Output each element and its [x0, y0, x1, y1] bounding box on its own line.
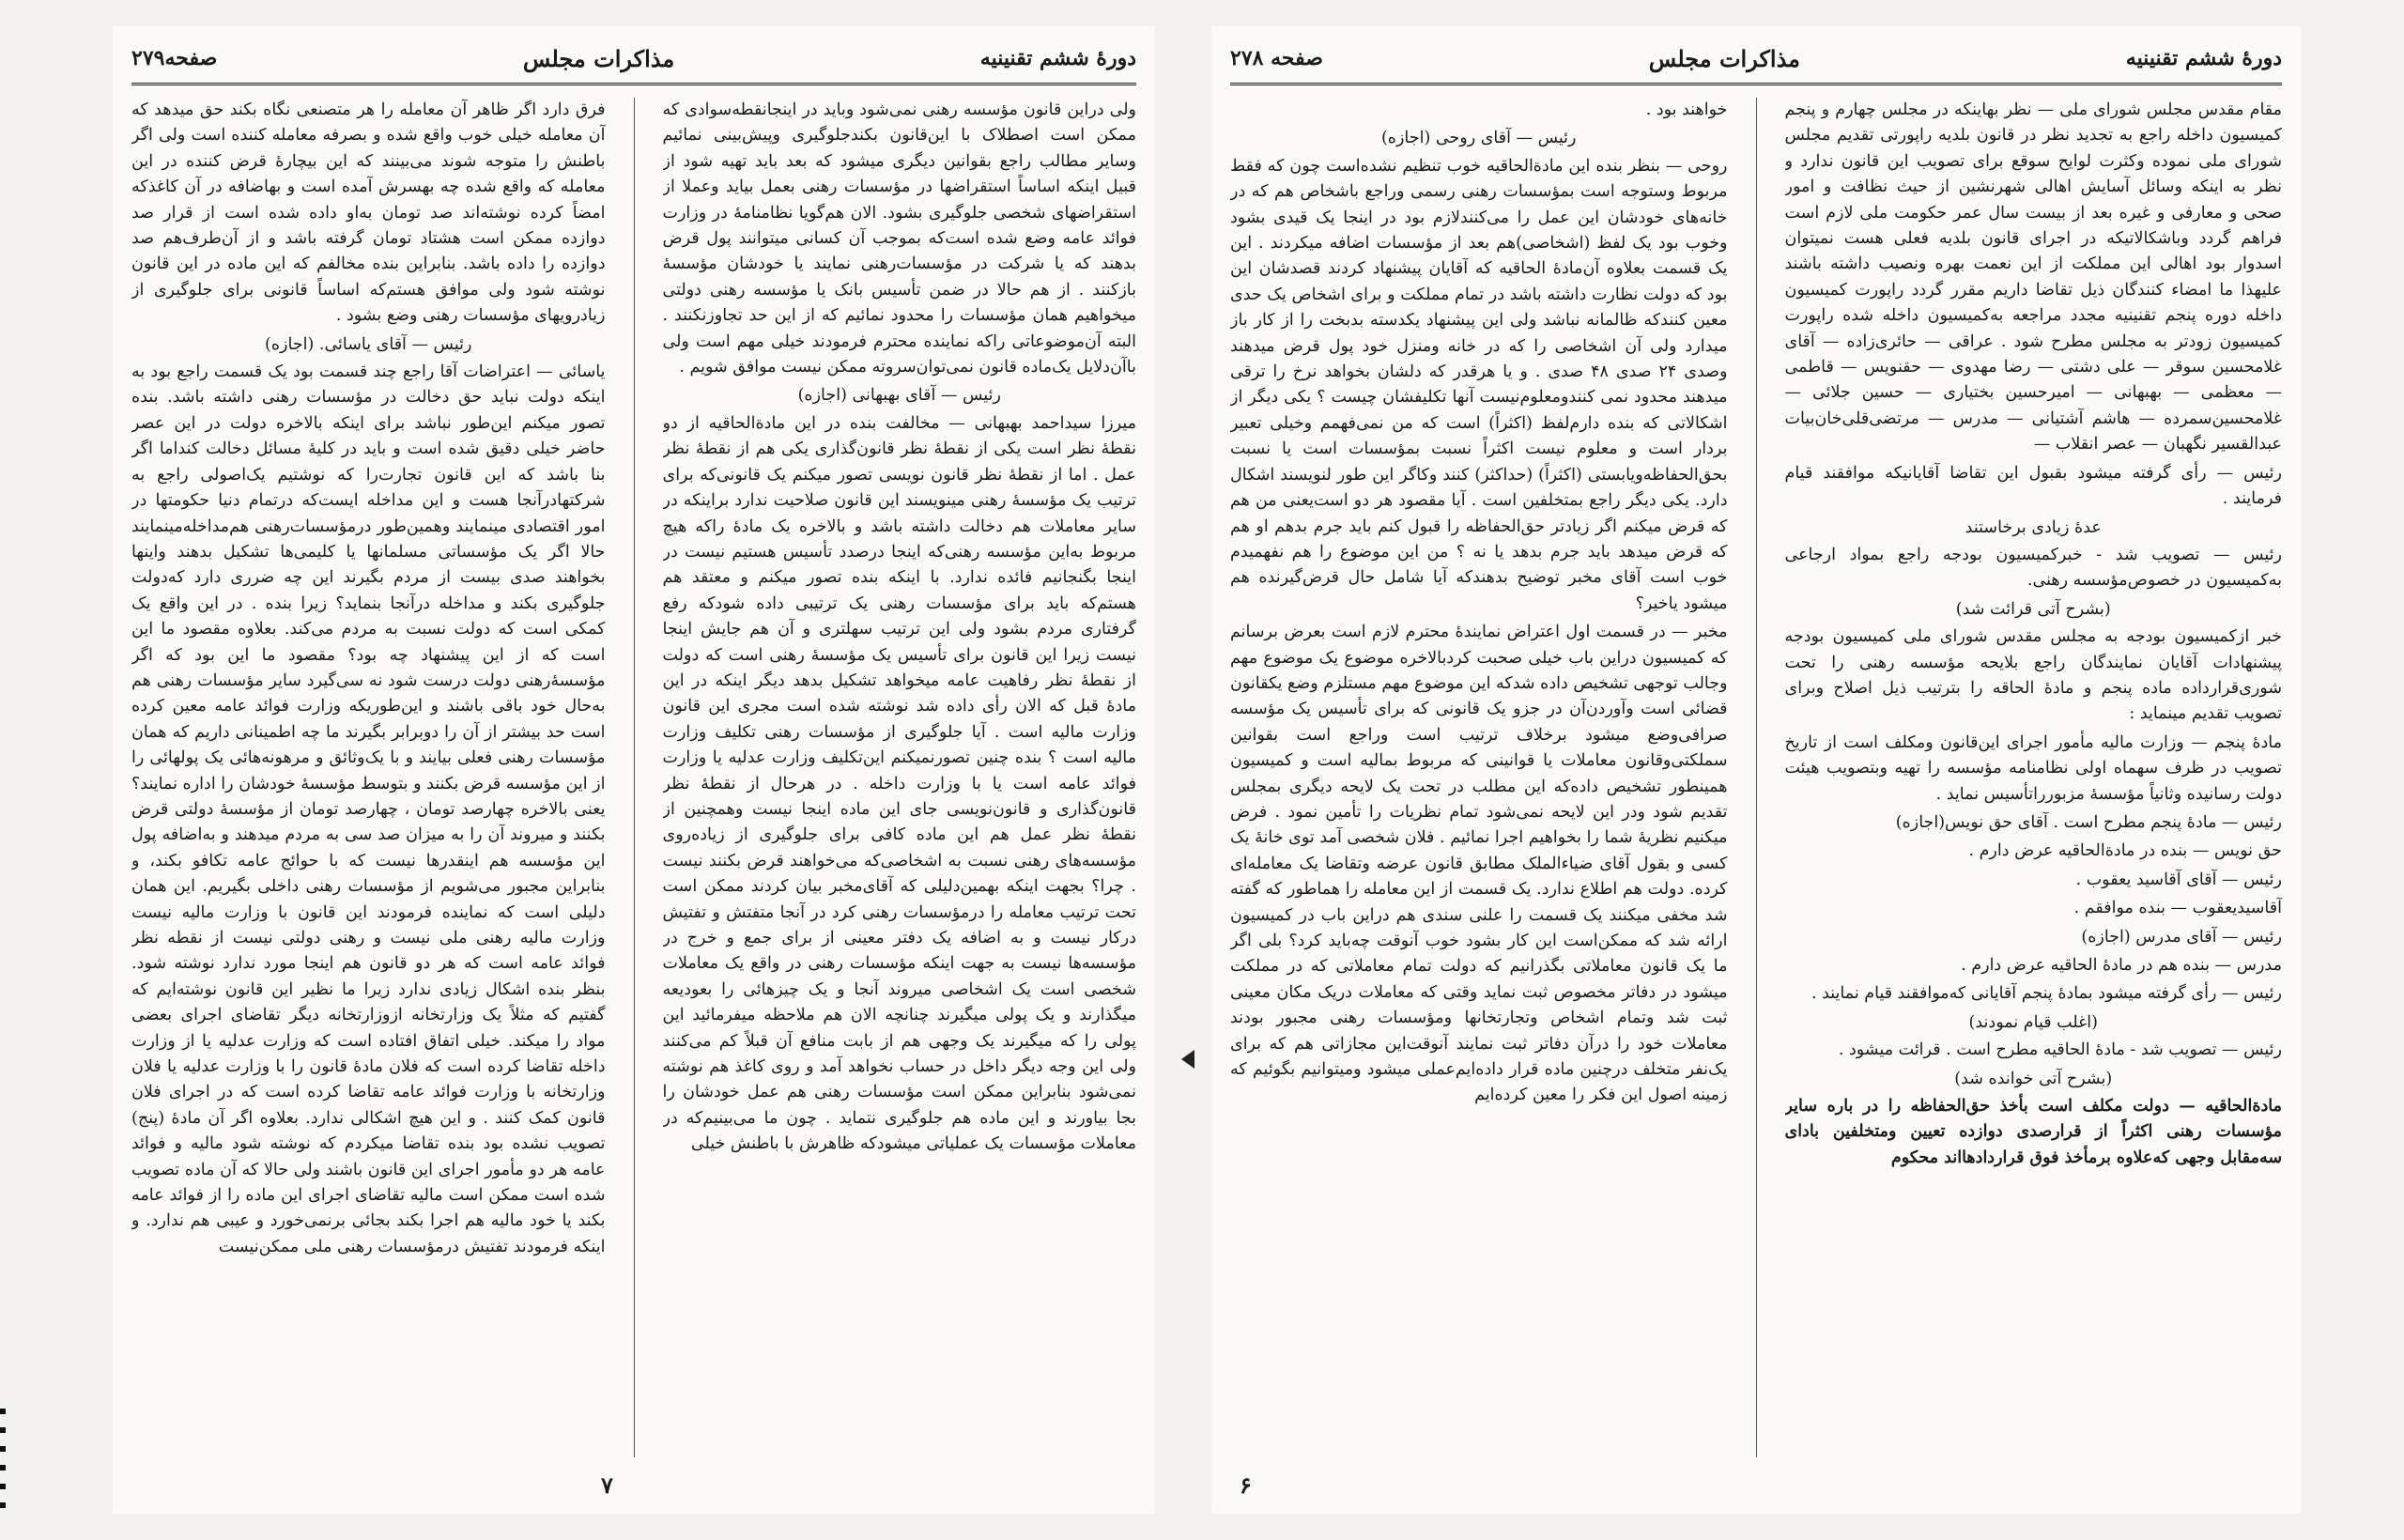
paragraph: خواهند بود .	[1645, 100, 1728, 119]
procedure-note: عدهٔ زیادی برخاستند	[1965, 517, 2102, 537]
paragraph: میرزا سیداحمد بهبهانی — مخالفت بنده در این مادة‌الحاقیه از دو نقطهٔ نظر است یکی از نقطهٔ نظر قانون‌گذاری یکی هم از نقطهٔ نظر عمل . اما از نقطهٔ نظر قانون نویسی تصور میکنم یک قانونی‌که برای ترتیب یک مؤسسهٔ رهنی مینویسند این قانون صلاحیت ندارد براینکه در سایر معاملات هم دخالت داشته باشد و بالاخره یک مادهٔ راکه هیچ مربوط به‌این مؤسسه رهنی‌که اینجا درصدد تأسیس هستیم نیست در اینجا بگنجانیم فائده ندارد. با اینکه بنده تصور میکنم و معتقد هم هستم‌که باید برای مؤسسات رهنی یک ترتیبی داده شود‌که رفع گرفتاری مردم بشود ولی این ترتیب سهلتری و آن هم جایش اینجا نیست زیرا این قانون برای تأسیس یک مؤسسهٔ رهنی است که دولت از نقطهٔ نظر رفاهیت عامه میخواهد تشکیل بدهد دیگر اینکه در این مادهٔ قبل که الان رأی داده شد نوشته شده است مجری این قانون وزارت مالیه است . آیا جلوگیری از مؤسسات رهنی تکلیف وزارت مالیه است ؟ بنده چنین تصورنمیکنم این‌تکلیف وزارت عدلیه یا وزارت فوائد عامه است یا با وزارت داخله . در هرحال از نقطهٔ نظر قانون‌گذاری و قانون‌نویسی جای این ماده اینجا نیست وهمچنین از نقطهٔ نظر عمل هم این ماده کافی برای جلوگیری از زیاده‌روی مؤسسه‌های رهنی نسبت به اشخاصی‌که می‌خواهند قرض بکنند نیست . چرا؟ بجهت اینکه بهمین‌دلیلی که آقای‌مخبر بیان کردند ممکن است تحت ترتیب معامله را درمؤسسات رهنی کرد در آنجا متفتش و تفتیش درکار نیست و به اضافه یک دفتر معینی از برای جمع و خرج در مؤسسه‌ها نیست به جهت اینکه مؤسسات رهنی در واقع یک معاملات شخصی است یک اشخاصی میروند آنجا و یک چیزهائی را بعودیعه میگذارند و یک پولی میگیرند چنانچه الان هم ملاحظه میفرمائید این پولی را که میگیرند یک وجهی هم از بابت منافع آن قبلاً کم می‌کنند ولی این وجه دیگر داخل در حساب نخواهد آمد و روی کاغذ هم نوشته نمی‌شود بنابراین ممکن است مؤسسات رهنی هم عمل خودشان را بجا بیاورند و این ماده هم جلوگیری نتماید . چون ما می‌بینیم‌که در معاملات مؤسسات یک عملیاتی میشود‌که ظاهرش با باطنش خیلی	[662, 413, 1136, 1154]
speaker-call: رئیس — آقای بهبهانی (اجازه)	[797, 386, 1001, 406]
page-header	[131, 39, 1136, 77]
speaker-line: رئیس — آقای مدرس (اجازه)	[2081, 927, 2282, 947]
paragraph: ولی دراین قانون مؤسسه رهنی نمی‌شود وباید در اینجانقطه‌سوادی که ممکن است اصطلاک با این‌قانون بکندجلوگیری وپیش‌بینی نمائیم وسایر مطالب راجع بقوانین دیگری میشود که بعد باید تهیه شود از قبیل اینکه اساساً استقراضها در مؤسسات رهنی بعمل بیاید وعملا از استقراضهای شخصی جلوگیری بشود. الان هم‌گویا نظامنامهٔ در وزارت فوائد عامه وضع شده است‌که بموجب آن کسانی میتوانند پول قرض بدهند که یا شرکت در مؤسسات‌رهنی نمایند یا خودشان مؤسسهٔ بازکنند . از هم حالا در ضمن تأسیس بانک یا مؤسسه رهنی دولتی میخواهیم همان مؤسسات را محدود نمائیم که از این حد تجاوزنکنند . البته آن‌موضوعاتی راکه نماینده محترم فرمودند خیلی مهم است ولی باآن‌دلایل یک‌ماده قانون نمی‌توان‌سروته ممکن نیست موافق شویم .	[662, 100, 1136, 377]
header-rule	[131, 83, 1136, 85]
speaker-line: رئیس — مادهٔ پنجم مطرح است . آقای حق نویس(اجازه)	[1895, 812, 2282, 832]
journal-title: مذاکرات مجلس	[1648, 44, 1801, 72]
procedure-note: (بشرح آتی خوانده شد)	[1954, 1069, 2113, 1088]
paragraph: روحی — بنظر بنده این مادة‌الحاقیه خوب تنظیم نشده‌است چون که فقط مربوط وستوجه است بمؤسسات رهنی رسمی وراجع باشخاص هم که در خانه‌های خودشان این عمل را می‌کنندلازم بود در اینجا یک قیدی بشود وخوب بود یک لفظ (اشخاصی)هم بعد از مؤسسات اضافه میکردند . این یک قسمت بعلاوه آن‌مادهٔ الحاقیه که آقایان پیشنهاد کردند قصدشان این بود که دولت نظارت داشته باشد در تمام مملکت و برای اشخاص یک حدی معین کنند‌که ظالمانه نباشد ولی این پیشنهاد یکدسته بدبخت را از کار باز میدارد ولی آن اشخاصی را که در خانه ومنزل خود پول قرض میدهند وصدی ۲۴ صدی ۴۸ صدی . و یا هرقدر که دلشان بخواهد نرخ را ترقی میدهند محدود نمی کنندومعلوم‌نیست آنها تکلیفشان چیست ؟ یکی دیگر از اشکالاتی که بنده دارم‌لفظ (اکثراً) است که من نمی‌فهمم وخیلی تعبیر بردار است و معلوم نیست اکثراً نسبت بمؤسسات است یا نسبت بحق‌الحفاظه‌ویابستی (اکثراً) (حداکثر) کنند وکاگر این طور لنویسند اشکال دارد. یکی دیگر راجع بمتخلفین است . آیا مقصود هر دو است‌یعنی من هم که قرض میکنم اگر زیادتر حق‌الحفاظه را قبول کنم باید جرم بدهم او هم که قرض میدهد باید جرم بدهد یا نه ؟ من این موضوع را هم نفهمیدم خوب است آقای مخبر توضیح بدهندکه آیا شامل حال قرض‌گیرنده هم میشود یاخیر؟	[1230, 156, 1728, 613]
header-rule	[1230, 83, 2282, 85]
page-footer-number: ۷	[601, 1471, 613, 1499]
session-title: دورهٔ ششم تقنینیه	[979, 46, 1136, 70]
page-header	[1230, 39, 2282, 77]
page-278	[1211, 26, 2301, 1514]
paragraph: مادهٔ پنجم — وزارت مالیه مأمور اجرای این‌قانون ومکلف است از تاریخ تصویب در ظرف سهماه اولی نظامنامه مؤسسه را تهیه وبتصویب هیئت دولت رسانیده وثانیاً مؤسسهٔ مزبوررا‌تأسیس نماید .	[1784, 732, 2282, 804]
page-number-label: صفحه۲۷۹	[131, 46, 218, 70]
text-columns	[1230, 98, 2282, 1457]
text-columns	[131, 98, 1136, 1457]
page-footer-number: ۶	[1240, 1471, 1252, 1499]
speaker-line: آقاسیدیعقوب — بنده موافقم .	[2073, 899, 2282, 918]
arrow-mark-icon	[1181, 1050, 1194, 1069]
paragraph: یاسائی — اعتراضات آقا راجع چند قسمت بود یک قسمت راجع بود به اینکه دولت نباید حق دخالت در مؤسسات رهنی داشته باشد. بنده تصور میکنم این‌طور نباشد برای اینکه بالاخره دولت در این عصر حاضر خیلی دقیق شده است و باید در کلیهٔ مسائل دخالت کند‌اما اگر بنا باشد که این قانون تجارت‌را که نوشتیم یک‌اصولی راجع به شرکتهادرآنجا هست و این مداخله ایست‌که درتمام دنیا حکومتها در امور اقتصادی مینمایند وهمین‌طور درمؤسسات‌رهنی هم‌مداخله‌مینمایند حالا اگر یک مؤسساتی مسلمانها یا کلیمی‌ها تشکیل بدهند واینها بخواهند صدی بیست از مردم بگیرند این چه ضرری دارد که‌دولت جلوگیری بکند و مداخله درآنجا بنماید؟ زیرا بنده . در این واقع یک کمکی است که دولت نسبت به مردم می‌کند. بعلاوه مقصود ما این است که از این پیشنهاد چه بود؟ مقصود ما این بود که اگر مؤسسهٔ‌رهنی دولت درست شود نه سی‌گیرد سایر مؤسسات رهنی هم به‌حال خود باقی باشند و این‌طوریکه وزارت فوائد عامه معین کرده است حد بیشتر از آن را دوبرابر بگیرند ما چه اطمینانی داریم که همان مؤسسات رهنی فعلی بیایند و با یک‌وثائق و مرهونه‌هائی یک پولهائی را از این مؤسسه قرض بکنند و بتوسط مؤسسهٔ خودشان را اداره نمایند؟ یعنی بالاخره چهارصد تومان ، چهارصد تومان از مؤسسهٔ دولتی قرض بکنند و میروند آن را به میزان صد سی به مردم میدهند و به‌اضافه پول این مؤسسه هم اینقدرها نیست که با حوائج عامه تکافو بکند، و بنابراین مجبور می‌شویم از مؤسسات رهنی داخلی بگیریم. این همان دلیلی است که نماینده فرمودند این قانون با وزارت مالیه نیست وزارت مالیه رهنی ملی نیست و رهنی دولتی نیست از نقطه نظر فوائد عامه است که هر دو قانون هم اینجا مورد ندارد نوشته شود. بنظر بنده اشکال زیادی ندارد زیرا ما نظیر این قانون نوشته‌ایم که گفتیم که مثلاً یک وزارتخانه ازوزارتخانه دیگر تقاضای اجرای بعضی مواد را میکند. خیلی اتفاق افتاده است که وزارت عدلیه یا از وزارت داخله تقاضا کرده است که فلان مادهٔ قانون را با وزارت عدلیه یا فلان وزارتخانه با وزارت فوائد عامه تقاضا کرده است که در اجرای فلان قانون کمک کنند . و این هیچ اشکالی ندارد. بعلاوه اگر آن مادهٔ (پنج) تصویب نشده بود بنده تقاضا میکردم که نوشته شود مالیه و فوائد عامه هر دو مأمور اجرای این قانون باشند ولی حالا که آن ماده تصویب شده است ممکن است مالیه تقاضای اجرای این ماده را از فوائد عامه بکند یا خود مالیه هم اجرا بکند بجائی برنمی‌خورد و عیبی هم ندارد. و اینکه فرمودند تفتیش درمؤسسات رهنی ملی ممکن‌نیست	[131, 362, 606, 1256]
column-left	[131, 98, 606, 1457]
speaker-line: رئیس — رأی گرفته میشود بقبول این تقاضا آقایانیکه موافقند قیام فرمایند .	[1784, 463, 2282, 509]
speaker-line: رئیس — تصویب شد - مادهٔ الحاقیه مطرح است . قرائت میشود .	[1838, 1040, 2282, 1060]
page-edge-marks	[0, 1409, 6, 1521]
journal-title: مذاکرات مجلس	[522, 44, 675, 72]
paragraph: خبر ازکمیسیون بودجه به مجلس مقدس شورای ملی کمیسیون بودجه پیشنهادات آقایان نمایندگان راجع بلایحه مؤسسه رهنی را تحت شوری‌قرارداده ماده پنجم و مادهٔ الحاقه را بترتیب ذیل اصلاح وبرای تصویب تقدیم مینماید :	[1784, 627, 2282, 724]
speaker-line: رئیس — رأی گرفته میشود بمادهٔ پنجم آقایانی که‌موافقند قیام نمایند .	[1811, 984, 2282, 1004]
speaker-call: رئیس — آقای یاسائی. (اجازه)	[265, 334, 472, 354]
paragraph: مخبر — در قسمت اول اعتراض نمایندهٔ محترم لازم است بعرض برسانم که کمیسیون دراین باب خیلی صحبت کردبالاخره موضوع یک موضوع مهم وجالب توجهی تشخیص داده شدکه این موضوع مهم مستلزم وضع یکقانون قضائی است وآوردن‌آن در جزو یک قانونی که برای تأسیس یک مؤسسه صرافی‌وضع میشود برخلاف ترتیب است وراجع است بقوانین سملکتی‌وقانون معاملات یا قوانینی که مربوط بمالیه است و کمیسیون همینطور تشخیص داده‌که این مطلب در تحت یک لایحه دیگری بمجلس تقدیم شود ودر این لایحه نمی‌شود تمام نظریات را تأمین نمود . فرض میکنیم نظریهٔ شما را بخواهیم اجرا نمائیم . فلان شخصی آمد توی خانهٔ یک کسی و بقول آقای ضیاءالملک مطابق قانون عرضه وتقاضا یک معامله‌ای کرده. دولت هم اطلاع ندارد. یک قسمت از این معامله را هماطور که گفته شد مخفی میکنند یک قسمت را علنی سندی هم دراین باب در کمیسیون ارائه شد که ممکن‌است این کار بشود خوب آنوقت چه‌باید کرد؟ بلی اگر ما یک قانون معاملاتی بگذرانیم که دولت تمام معاملاتی که در مملکت میشود در دفاتر مخصوص ثبت نماید وقتی که معاملات دریک مکان معینی ثبت شد وتمام اشخاص وتجارتخانها ومؤسسات رهنی مجبور بودند معاملات خود را درآن دفاتر ثبت نمایند آنوقت‌این مجازاتی هم که برای یک‌نفر متخلف درچنین ماده قرار داده‌ایم‌عملی میشود ومیتوانیم بگوئیم که زمینه اصول این فکر را معین کرده‌ایم	[1230, 623, 1728, 1105]
procedure-note: (اغلب قیام نمودند)	[1968, 1012, 2098, 1032]
column-right	[1785, 98, 2283, 1457]
gutter	[1174, 0, 1202, 1540]
paragraph: مادةالحاقیه — دولت مکلف است بأخذ حق‌الحفاظه را در باره سایر مؤسسات رهنی اکثراً از قرارصدی دوازده تعیین ومتخلفین بادای سه‌مقابل وجهی که‌علاوه برمأخذ فوق قراردادها‌اند محکوم	[1784, 1097, 2282, 1167]
page-279	[113, 26, 1155, 1514]
speaker-line: مدرس — بنده هم در مادهٔ الحاقیه عرض دارم .	[1961, 956, 2282, 975]
page-number-label: صفحه ۲۷۸	[1230, 46, 1323, 70]
column-right	[663, 98, 1137, 1457]
speaker-line: رئیس — تصویب شد - خبرکمیسیون بودجه راجع بمواد ارجاعی به‌کمیسیون در خصوص‌مؤسسه رهنی.	[1784, 545, 2282, 591]
speaker-line: حق نویس — بنده در مادة‌الحاقیه عرض دارم .	[1968, 841, 2282, 861]
column-divider	[634, 98, 635, 1457]
column-divider	[1756, 98, 1757, 1457]
procedure-note: (بشرح آتی قرائت شد)	[1955, 599, 2111, 619]
session-title: دورهٔ ششم تقنینیه	[2125, 46, 2282, 70]
paragraph: فرق دارد اگر ظاهر آن معامله را هر متصنعی نگاه بکند حق میدهد که آن معامله خیلی خوب واقع شده و بصرفه معامله کننده است ولی اگر باطنش را متوجه شوند می‌بینند که این بیچارهٔ قرض کننده در این معامله که واقع شده چه بهسرش آمده است و بهاضافه در آن کاغذکه امضاً کرده نوشته‌اند صد تومان به‌او داده شده است از قرار صد دوازده ممکن است هشتاد تومان گرفته باشد و از آن‌طرف‌هم صد دوازده را داده باشد. بنابراین بنده مخالفم که این ماده در این قانون نوشته شود ولی موافق هستم‌که اساساً قانونی برای جلوگیری از زیادرویهای مؤسسات رهنی وضع بشود .	[131, 100, 606, 326]
paragraph: مقام مقدس مجلس شورای ملی — نظر بهاینکه در مجلس چهارم و پنجم کمیسیون داخله راجع به تجدید نظر در قانون بلدیه راپورتی تقدیم مجلس شورای ملی نموده وکثرت لوایح سوقع برای تصویب این قانون ندارد و نظر به اینکه وسائل آسایش اهالی شهرنشین از حیث نظافت و امور صحی و معارفی و غیره بعد از بیست سال عمر حکومت ملی لازم است فراهم گردد وباشکالاتیکه در اجرای قانون بلدیه فعلی هست نمیتوان اسدوار بود اهالی این مملکت از این نعمت بهره ونصیب داشته باشند علیهذا ما امضاء کنندگان ذیل تقاضا داریم مقرر گردد راپورت کمیسیون داخله دوره پنجم تقنینیه مجدد مراجعه به‌کمیسیون داخله شده راپورت کمیسیون زودتر به مجلس مطرح شود . عراقی — حائری‌زاده — آقای غلامحسین سوقر — علی دشتی — رضا مهدوی — حقنویس — قاطمی — معظمی — بهبهانی — امیرحسین بختیاری — حسین جلائی — غلامحسین‌سمرده — هاشم آشتیانی — مدرس — مرتضی‌قلی‌خان‌بیات عبدالقسیر نگهبان — عصر انقلاب —	[1784, 100, 2282, 454]
speaker-call: رئیس — آقای روحی (اجازه)	[1380, 129, 1577, 148]
column-left	[1230, 98, 1728, 1457]
speaker-line: رئیس — آقای آقاسید یعقوب .	[2075, 870, 2282, 889]
